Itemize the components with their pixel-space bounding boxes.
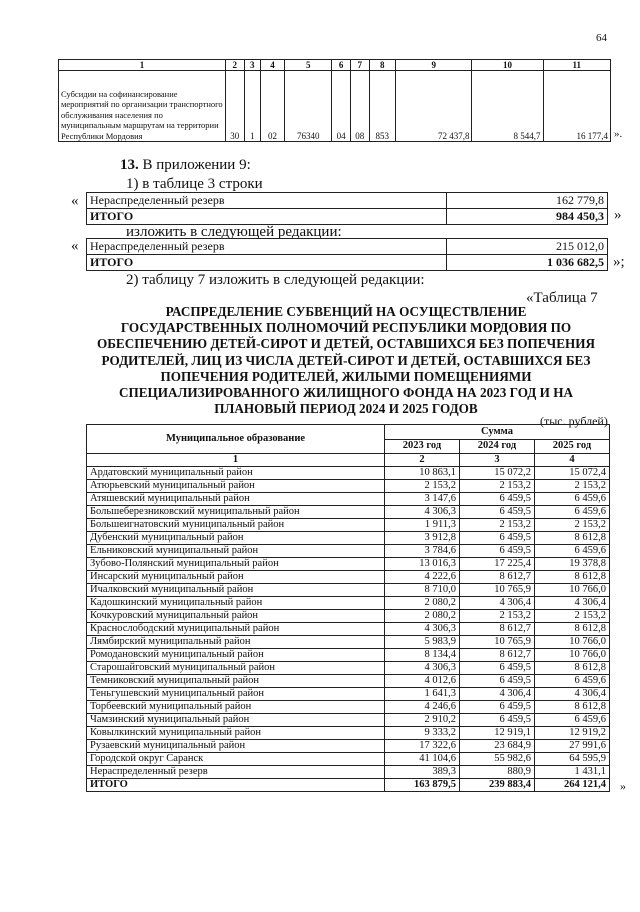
cell: 72 437,8 bbox=[395, 71, 472, 142]
municipality-name: Темниковский муниципальный район bbox=[87, 675, 385, 688]
municipality-name: Большеигнатовский муниципальный район bbox=[87, 519, 385, 532]
amount-cell: 6 459,5 bbox=[460, 545, 535, 558]
table-row bbox=[87, 714, 610, 727]
amount-cell: 5 983,9 bbox=[385, 636, 460, 649]
amount-cell: 10 765,9 bbox=[460, 584, 535, 597]
amount-cell: 10 766,0 bbox=[535, 649, 610, 662]
new-rows-table bbox=[86, 238, 608, 271]
year-header: 2024 год bbox=[460, 439, 535, 454]
cell: 76340 bbox=[285, 71, 332, 142]
replace-text: изложить в следующей редакции: bbox=[126, 224, 342, 240]
amount-cell: 8 612,7 bbox=[460, 649, 535, 662]
amount-cell: 6 459,5 bbox=[460, 675, 535, 688]
total-label: ИТОГО bbox=[87, 779, 385, 792]
col-name-header: Муниципальное образование bbox=[87, 425, 385, 454]
amount-cell: 2 153,2 bbox=[460, 519, 535, 532]
amount-cell: 8 612,8 bbox=[535, 701, 610, 714]
table-row bbox=[87, 545, 610, 558]
row-name: ИТОГО bbox=[87, 209, 447, 225]
municipality-name: Зубово-Полянский муниципальный район bbox=[87, 558, 385, 571]
page-number: 64 bbox=[596, 32, 607, 44]
table-row bbox=[87, 753, 610, 766]
table-row bbox=[87, 649, 610, 662]
col-header: 4 bbox=[260, 60, 284, 71]
municipality-name: Кадошкинский муниципальный район bbox=[87, 597, 385, 610]
municipality-name: Рузаевский муниципальный район bbox=[87, 740, 385, 753]
municipality-name: Ардатовский муниципальный район bbox=[87, 467, 385, 480]
table-row bbox=[87, 193, 608, 209]
total-value: 239 883,4 bbox=[460, 779, 535, 792]
amount-cell: 2 153,2 bbox=[460, 480, 535, 493]
col-header: 5 bbox=[285, 60, 332, 71]
section-title: В приложении 9: bbox=[142, 157, 251, 173]
table-row bbox=[87, 688, 610, 701]
cell: 1 bbox=[244, 71, 260, 142]
table-row bbox=[87, 532, 610, 545]
amount-cell: 6 459,5 bbox=[460, 493, 535, 506]
amount-cell: 15 072,2 bbox=[460, 467, 535, 480]
amount-cell: 2 153,2 bbox=[535, 480, 610, 493]
open-quote: « bbox=[71, 193, 79, 209]
amount-cell: 6 459,6 bbox=[535, 714, 610, 727]
amount-cell: 17 322,6 bbox=[385, 740, 460, 753]
amount-cell: 10 766,0 bbox=[535, 636, 610, 649]
cell: 8 544,7 bbox=[472, 71, 543, 142]
cell: 08 bbox=[350, 71, 369, 142]
amount-cell: 2 153,2 bbox=[535, 610, 610, 623]
amount-cell: 2 910,2 bbox=[385, 714, 460, 727]
col-header: 6 bbox=[332, 60, 351, 71]
amount-cell: 4 222,6 bbox=[385, 571, 460, 584]
table-row bbox=[87, 740, 610, 753]
col-number: 2 bbox=[385, 454, 460, 467]
amount-cell: 8 612,7 bbox=[460, 623, 535, 636]
cell: 30 bbox=[225, 71, 244, 142]
row-value: 1 036 682,5 bbox=[447, 255, 608, 271]
table-row bbox=[87, 701, 610, 714]
amount-cell: 41 104,6 bbox=[385, 753, 460, 766]
amount-cell: 6 459,6 bbox=[535, 493, 610, 506]
amount-cell: 8 612,8 bbox=[535, 532, 610, 545]
municipality-name: Большеберезниковский муниципальный район bbox=[87, 506, 385, 519]
table-row bbox=[87, 727, 610, 740]
col-header: 11 bbox=[543, 60, 610, 71]
col-sum-header: Сумма bbox=[385, 425, 610, 440]
col-header: 8 bbox=[369, 60, 395, 71]
municipality-name: Теньгушевский муниципальный район bbox=[87, 688, 385, 701]
row-value: 984 450,3 bbox=[447, 209, 608, 225]
municipality-name: Кочкуровский муниципальный район bbox=[87, 610, 385, 623]
amount-cell: 55 982,6 bbox=[460, 753, 535, 766]
amount-cell: 10 766,0 bbox=[535, 584, 610, 597]
amount-cell: 13 016,3 bbox=[385, 558, 460, 571]
table-header-row bbox=[59, 60, 611, 71]
closing-quote: ». bbox=[614, 128, 623, 140]
amount-cell: 23 684,9 bbox=[460, 740, 535, 753]
amount-cell: 2 153,2 bbox=[385, 480, 460, 493]
col-header: 7 bbox=[350, 60, 369, 71]
amount-cell: 2 153,2 bbox=[535, 519, 610, 532]
table-row bbox=[87, 493, 610, 506]
amount-cell: 1 431,1 bbox=[535, 766, 610, 779]
municipality-name: Краснослободский муниципальный район bbox=[87, 623, 385, 636]
table-row bbox=[87, 467, 610, 480]
amount-cell: 8 710,0 bbox=[385, 584, 460, 597]
amount-cell: 6 459,5 bbox=[460, 532, 535, 545]
total-value: 264 121,4 bbox=[535, 779, 610, 792]
municipality-name: Инсарский муниципальный район bbox=[87, 571, 385, 584]
municipality-name: Лямбирский муниципальный район bbox=[87, 636, 385, 649]
municipality-name: Ромодановский муниципальный район bbox=[87, 649, 385, 662]
table-row bbox=[87, 209, 608, 225]
amount-cell: 6 459,6 bbox=[535, 545, 610, 558]
total-value: 163 879,5 bbox=[385, 779, 460, 792]
amount-cell: 64 595,9 bbox=[535, 753, 610, 766]
cell: 16 177,4 bbox=[543, 71, 610, 142]
amount-cell: 10 863,1 bbox=[385, 467, 460, 480]
table-row bbox=[87, 255, 608, 271]
amount-cell: 12 919,1 bbox=[460, 727, 535, 740]
row-value: 162 779,8 bbox=[447, 193, 608, 209]
col-number: 1 bbox=[87, 454, 385, 467]
table-row bbox=[87, 558, 610, 571]
amount-cell: 15 072,4 bbox=[535, 467, 610, 480]
col-header: 3 bbox=[244, 60, 260, 71]
municipality-name: Торбеевский муниципальный район bbox=[87, 701, 385, 714]
row-name: ИТОГО bbox=[87, 255, 447, 271]
amount-cell: 4 306,4 bbox=[460, 597, 535, 610]
table-label: «Таблица 7 bbox=[526, 290, 598, 306]
amount-cell: 6 459,6 bbox=[535, 506, 610, 519]
open-quote: « bbox=[71, 238, 79, 254]
table-row bbox=[87, 584, 610, 597]
municipality-name: Ельниковский муниципальный район bbox=[87, 545, 385, 558]
amount-cell: 4 306,3 bbox=[385, 506, 460, 519]
section-heading bbox=[120, 157, 251, 174]
col-number: 3 bbox=[460, 454, 535, 467]
amount-cell: 6 459,6 bbox=[535, 675, 610, 688]
amount-cell: 19 378,8 bbox=[535, 558, 610, 571]
amount-cell: 8 612,8 bbox=[535, 623, 610, 636]
table-row bbox=[87, 636, 610, 649]
row-name: Нераспределенный резерв bbox=[87, 193, 447, 209]
item-2-text: 2) таблицу 7 изложить в следующей редакции: bbox=[126, 272, 425, 288]
amount-cell: 3 784,6 bbox=[385, 545, 460, 558]
municipality-name: Атюрьевский муниципальный район bbox=[87, 480, 385, 493]
amount-cell: 4 246,6 bbox=[385, 701, 460, 714]
municipality-name: Нераспределенный резерв bbox=[87, 766, 385, 779]
year-header: 2025 год bbox=[535, 439, 610, 454]
row-value: 215 012,0 bbox=[447, 239, 608, 255]
table-row bbox=[87, 519, 610, 532]
amount-cell: 1 641,3 bbox=[385, 688, 460, 701]
amount-cell: 6 459,5 bbox=[460, 714, 535, 727]
amount-cell: 6 459,5 bbox=[460, 701, 535, 714]
amount-cell: 8 134,4 bbox=[385, 649, 460, 662]
section-number: 13. bbox=[120, 157, 139, 173]
amount-cell: 3 912,8 bbox=[385, 532, 460, 545]
close-quote: »; bbox=[613, 254, 625, 270]
amount-cell: 4 306,4 bbox=[460, 688, 535, 701]
municipality-name: Старошайговский муниципальный район bbox=[87, 662, 385, 675]
total-row bbox=[87, 779, 610, 792]
municipality-name: Ковылкинский муниципальный район bbox=[87, 727, 385, 740]
municipality-name: Дубенский муниципальный район bbox=[87, 532, 385, 545]
amount-cell: 6 459,5 bbox=[460, 506, 535, 519]
amount-cell: 8 612,8 bbox=[535, 662, 610, 675]
municipality-name: Ичалковский муниципальный район bbox=[87, 584, 385, 597]
close-quote: » bbox=[614, 207, 622, 223]
amount-cell: 2 080,2 bbox=[385, 597, 460, 610]
year-header: 2023 год bbox=[385, 439, 460, 454]
amount-cell: 8 612,8 bbox=[535, 571, 610, 584]
amount-cell: 4 306,3 bbox=[385, 623, 460, 636]
col-header: 2 bbox=[225, 60, 244, 71]
col-header: 9 bbox=[395, 60, 472, 71]
cell: 04 bbox=[332, 71, 351, 142]
col-header: 1 bbox=[59, 60, 226, 71]
row-name: Нераспределенный резерв bbox=[87, 239, 447, 255]
col-header: 10 bbox=[472, 60, 543, 71]
col-number-row bbox=[87, 454, 610, 467]
amount-cell: 10 765,9 bbox=[460, 636, 535, 649]
table-row bbox=[87, 506, 610, 519]
amount-cell: 4 306,3 bbox=[385, 662, 460, 675]
amount-cell: 1 911,3 bbox=[385, 519, 460, 532]
amount-cell: 4 306,4 bbox=[535, 688, 610, 701]
amount-cell: 6 459,5 bbox=[460, 662, 535, 675]
closing-quote: » bbox=[620, 779, 626, 793]
amount-cell: 880,9 bbox=[460, 766, 535, 779]
amount-cell: 12 919,2 bbox=[535, 727, 610, 740]
table-row bbox=[87, 597, 610, 610]
table-row bbox=[87, 766, 610, 779]
table-row bbox=[87, 662, 610, 675]
unit-label: (тыс. рублей) bbox=[540, 414, 608, 428]
municipality-name: Городской округ Саранск bbox=[87, 753, 385, 766]
cell: 02 bbox=[260, 71, 284, 142]
table-row bbox=[59, 71, 611, 142]
previous-table bbox=[58, 59, 611, 142]
table-7 bbox=[86, 424, 610, 792]
amount-cell: 4 306,4 bbox=[535, 597, 610, 610]
table-row bbox=[87, 239, 608, 255]
amount-cell: 4 012,6 bbox=[385, 675, 460, 688]
municipality-name: Чамзинский муниципальный район bbox=[87, 714, 385, 727]
amount-cell: 8 612,7 bbox=[460, 571, 535, 584]
amount-cell: 9 333,2 bbox=[385, 727, 460, 740]
col-number: 4 bbox=[535, 454, 610, 467]
item-1-text: 1) в таблице 3 строки bbox=[126, 176, 263, 192]
amount-cell: 389,3 bbox=[385, 766, 460, 779]
amount-cell: 3 147,6 bbox=[385, 493, 460, 506]
table-row bbox=[87, 480, 610, 493]
amount-cell: 27 991,6 bbox=[535, 740, 610, 753]
cell: 853 bbox=[369, 71, 395, 142]
old-rows-table bbox=[86, 192, 608, 225]
amount-cell: 2 153,2 bbox=[460, 610, 535, 623]
table-title: РАСПРЕДЕЛЕНИЕ СУБВЕНЦИЙ НА ОСУЩЕСТВЛЕНИЕ ГОСУДАРСТВЕННЫХ ПОЛНОМОЧИЙ РЕСПУБЛИКИ МОРДОВИЯ ПО ОБЕСПЕЧЕНИЮ ДЕТЕЙ-СИРОТ И ДЕТЕЙ, ОСТАВШИХСЯ БЕЗ ПОПЕЧЕНИЯ РОДИТЕЛЕЙ, ЛИЦ ИЗ ЧИСЛА ДЕТЕЙ-СИРОТ И ДЕТЕЙ, ОСТАВШИХСЯ БЕЗ ПОПЕЧЕНИЯ РОДИТЕЛЕЙ, ЖИЛЫМИ ПОМЕЩЕНИЯМИ СПЕЦИАЛИЗИРОВАННОГО ЖИЛИЩНОГО ФОНДА НА 2023 ГОД И НА ПЛАНОВЫЙ ПЕРИОД 2024 И 2025 ГОДОВ bbox=[96, 304, 596, 417]
amount-cell: 2 080,2 bbox=[385, 610, 460, 623]
table-row bbox=[87, 675, 610, 688]
row-description: Субсидии на софинансирование мероприятий по организации транспортного обслуживания населения по муниципальным маршрутам на территории Республики Мордовия bbox=[59, 71, 226, 142]
amount-cell: 17 225,4 bbox=[460, 558, 535, 571]
table-row bbox=[87, 623, 610, 636]
table-row bbox=[87, 610, 610, 623]
table-row bbox=[87, 571, 610, 584]
municipality-name: Атяшевский муниципальный район bbox=[87, 493, 385, 506]
table-header-row bbox=[87, 425, 610, 440]
